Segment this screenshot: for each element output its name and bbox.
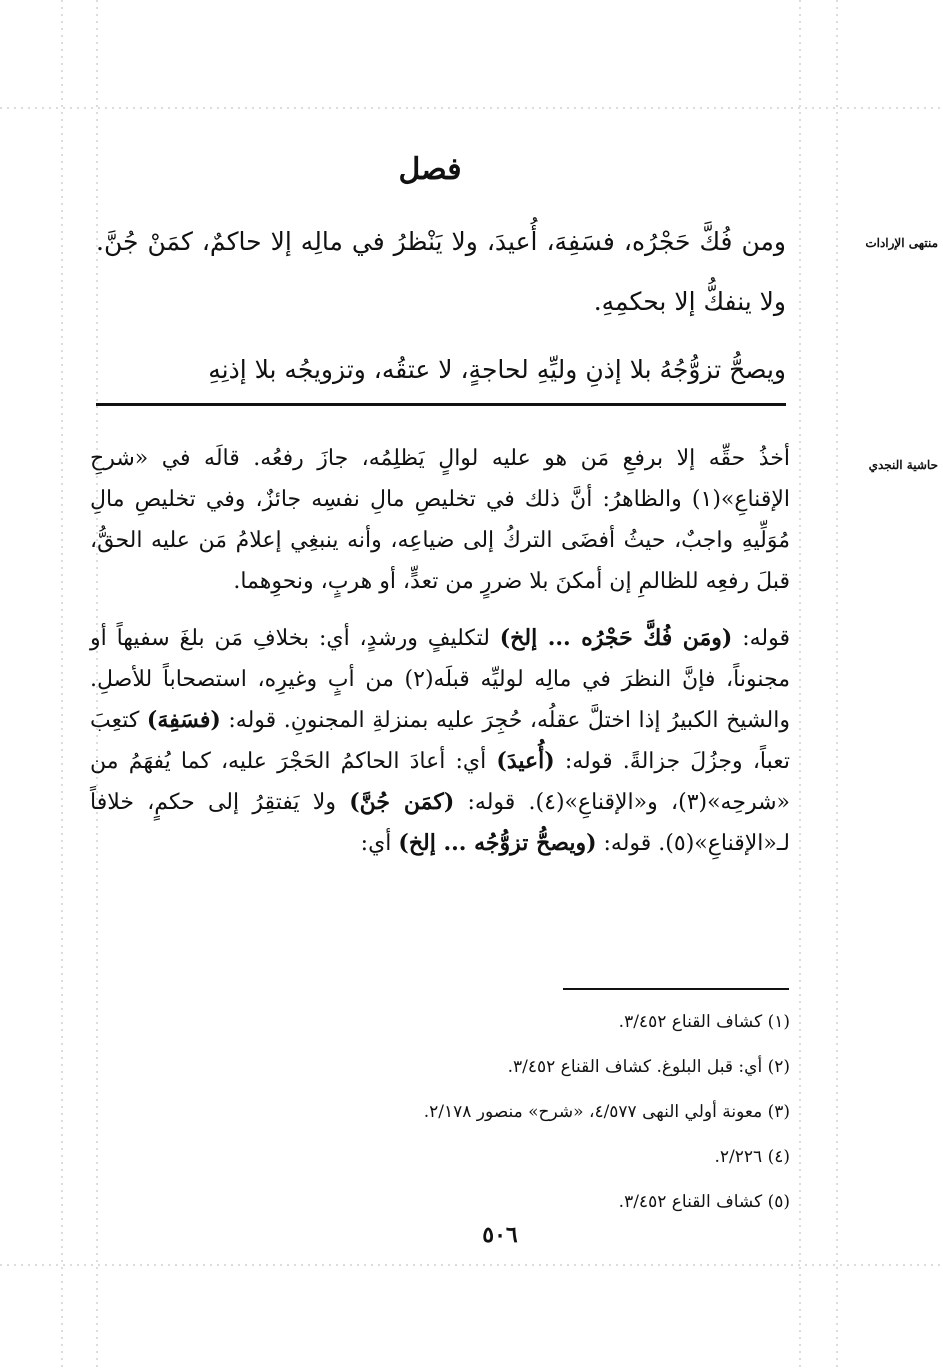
hashiya-commentary — [90, 438, 790, 864]
commentary-text-2: كتعِبَ تعباً، وجزُلَ جزالةً. قوله: — [90, 708, 790, 774]
quoted-phrase-3: (أُعيدَ) — [496, 748, 555, 774]
footnote-4: (٤) ٢/٢٢٦. — [714, 1147, 790, 1167]
commentary-text-5: أي: — [360, 831, 399, 856]
side-label-hashiya: حاشية النجدي — [868, 458, 938, 472]
quoted-phrase-5: (ويصحُّ تزوُّجُه ... إلخ) — [398, 830, 597, 856]
commentary-text-3: أي: أعادَ الحاكمُ الحَجْرَ عليه، كما يُفهَمُ من «شرحِه»(٣)، و«الإقناعِ»(٤). قوله: — [90, 749, 790, 815]
matn-separator-rule — [96, 403, 786, 406]
footnote-1: (١) كشاف القناع ٣/٤٥٢. — [618, 1012, 790, 1032]
quoted-phrase-1: (ومَن فُكَّ حَجْرُه ... إلخ) — [499, 625, 733, 651]
commentary-text-4: ولا يَفتقِرُ إلى حكمٍ، خلافاً لـ«الإقناعِ»(٥). قوله: — [90, 790, 790, 856]
footnote-5: (٥) كشاف القناع ٣/٤٥٢. — [618, 1192, 790, 1212]
footnote-separator-rule — [563, 988, 789, 990]
lead-text: قوله: — [732, 626, 790, 651]
section-heading: فصل — [398, 152, 462, 187]
commentary-text-1: لتكليفٍ ورشدٍ، أي: بخلافِ مَن بلغَ سفيهاً أو مجنوناً، فإنَّ النظرَ في مالِه لوليِّه قبلَه(٢) من أبٍ وغيرِه، استصحاباً للأصلِ. والشيخ الكبيرُ إذا اختلَّ عقلُه، حُجِرَ عليه بمنزلةِ المجنونِ. قوله: — [90, 626, 790, 733]
footnotes — [300, 1000, 790, 1225]
matn-paragraph-2: ويصحُّ تزوُّجُهُ بلا إذنِ وليِّهِ لحاجةٍ، لا عتقُه، وتزويجُه بلا إذنِهِ — [208, 355, 786, 384]
footnote-3: (٣) معونة أولي النهى ٤/٥٧٧، «شرح» منصور ٢/١٧٨. — [423, 1102, 790, 1122]
hashiya-paragraph-2 — [90, 618, 790, 864]
side-label-muntaha: منتهى الإرادات — [865, 236, 938, 250]
footnote-2: (٢) أي: قبل البلوغ. كشاف القناع ٣/٤٥٢. — [507, 1057, 790, 1077]
hashiya-paragraph-1: أخذُ حقِّه إلا برفعِ مَن هو عليه لوالٍ يَظلِمُه، جازَ رفعُه. قالَه في «شرحِ الإقناعِ»(١) والظاهرُ: أنَّ ذلك في تخليصِ مالِ نفسِه جائزٌ، وفي تخليصِ مالِ مُوَلِّيهِ واجبٌ، حيثُ أفضَى التركُ إلى ضياعِه، وأنه ينبغِي إعلامُ مَن عليه الحقُّ، قبلَ رفعِه للظالمِ إن أمكنَ بلا ضررٍ من تعدٍّ، أو هربٍ، ونحوِهما. — [90, 446, 790, 594]
matn-paragraph-1: ومن فُكَّ حَجْرُه، فسَفِهَ، أُعيدَ، ولا يَنْظرُ في مالِه إلا حاكمٌ، كمَنْ جُنَّ. ولا ينفكُّ إلا بحكمِهِ. — [96, 227, 786, 316]
quoted-phrase-4: (كمَن جُنَّ) — [349, 789, 455, 815]
quoted-phrase-2: (فسَفِهَ) — [146, 707, 221, 733]
page-number: ٥٠٦ — [482, 1222, 518, 1248]
